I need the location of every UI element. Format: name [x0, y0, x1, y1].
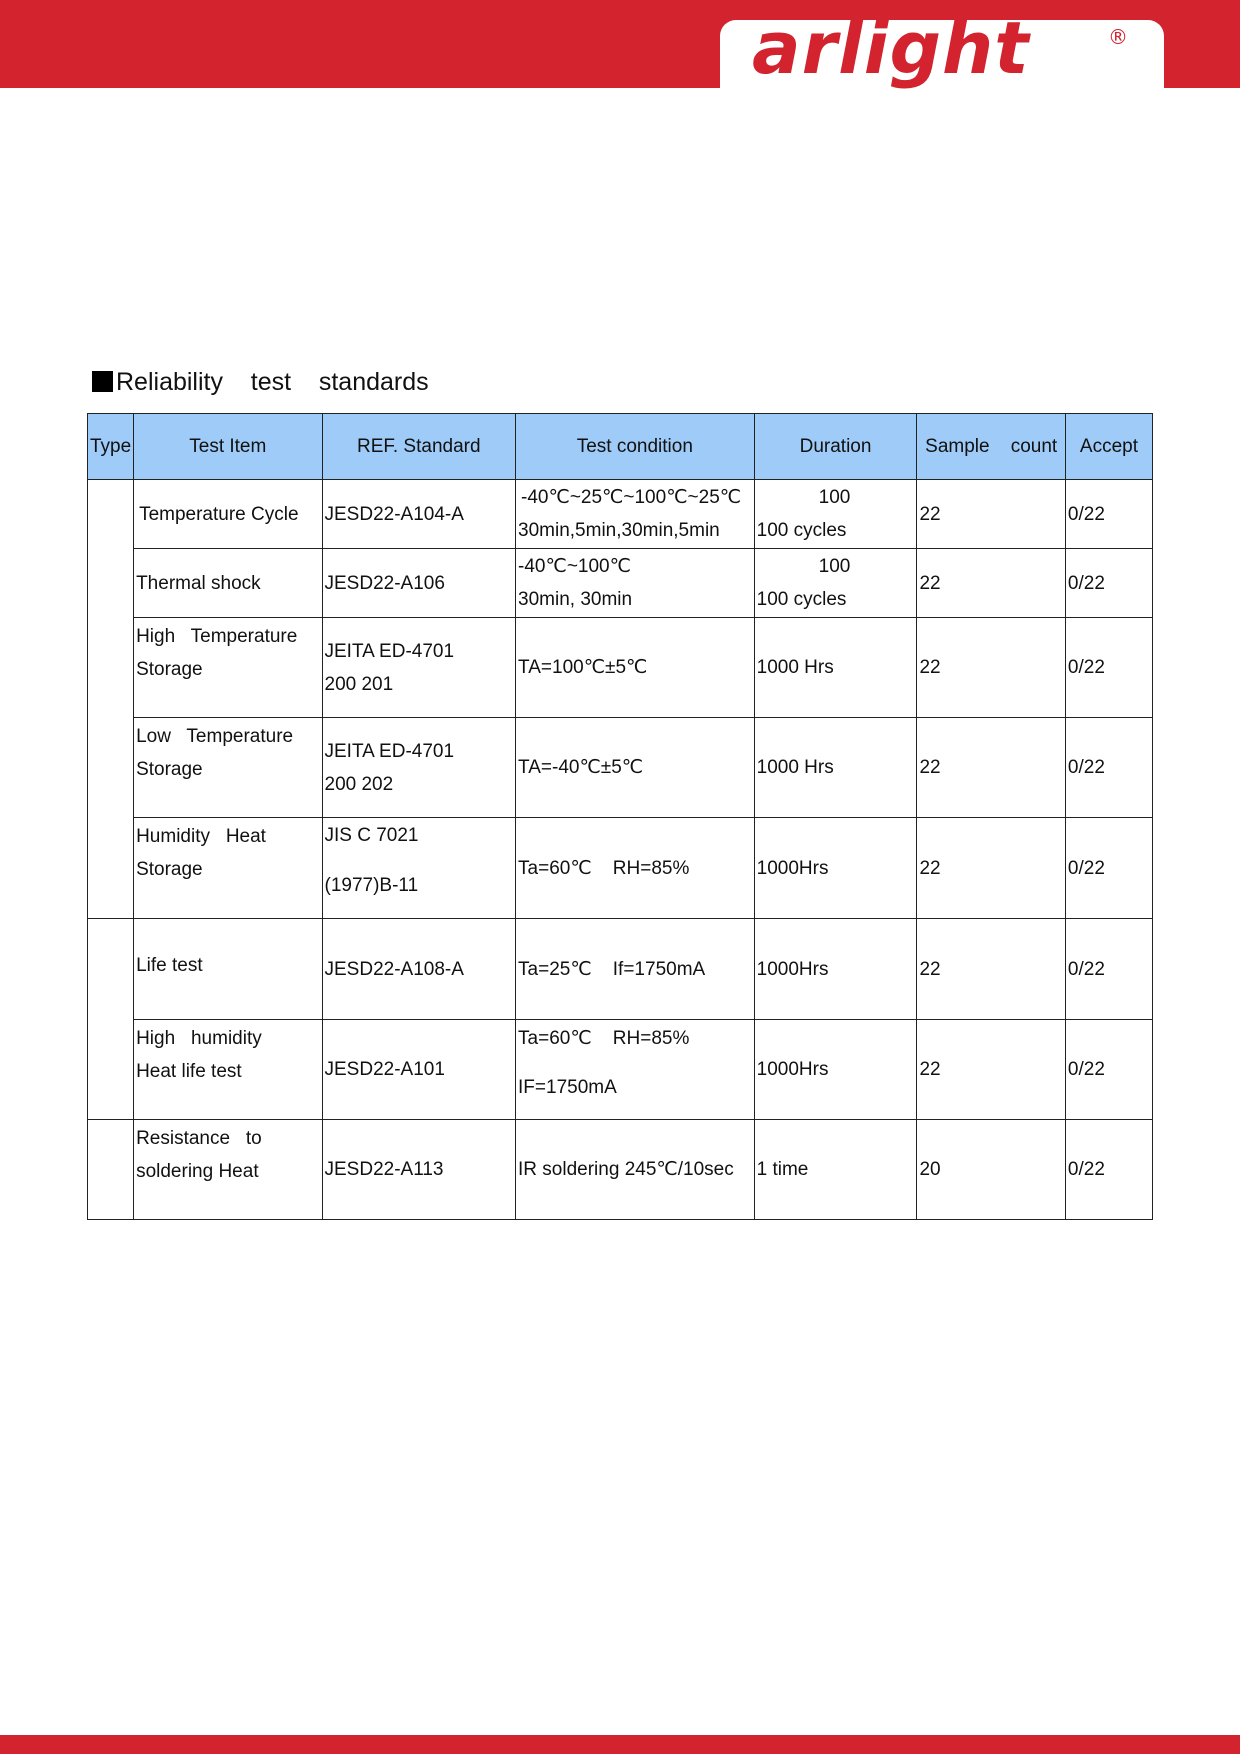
ref-line: 200 202 — [324, 773, 394, 795]
registered-mark: ® — [1108, 25, 1128, 49]
test-item-cell — [134, 818, 322, 919]
condition-line: -40℃~25℃~100℃~25℃ — [521, 487, 742, 508]
test-item-cell — [134, 1020, 322, 1120]
accept-cell: 0/22 — [1065, 618, 1152, 718]
duration-line: 100 cycles — [756, 520, 847, 541]
duration-cell: 1000Hrs — [754, 919, 917, 1020]
condition-line: 30min, 30min — [518, 589, 633, 610]
test-condition-cell: Ta=25℃ If=1750mA — [516, 919, 755, 1020]
header-ref-standard: REF. Standard — [322, 414, 516, 480]
ref-standard-cell — [322, 818, 516, 919]
test-item-line: Low Temperature — [136, 726, 294, 747]
accept-cell: 0/22 — [1065, 480, 1152, 549]
test-item-line: Resistance to — [136, 1128, 262, 1149]
condition-line: IF=1750mA — [518, 1077, 617, 1098]
test-item-line: Humidity Heat — [136, 826, 266, 847]
ref-standard-cell: JESD22-A101 — [322, 1020, 516, 1120]
ref-standard-cell: JESD22-A108-A — [322, 919, 516, 1020]
test-condition-cell: TA=100℃±5℃ — [516, 618, 755, 718]
condition-line: Ta=60℃ RH=85% — [518, 1028, 690, 1049]
test-item-line: Heat life test — [136, 1061, 242, 1082]
duration-line: 100 — [818, 556, 851, 577]
test-item-cell: Thermal shock — [134, 549, 322, 618]
accept-cell: 0/22 — [1065, 1020, 1152, 1120]
ref-standard-cell — [322, 718, 516, 818]
condition-line: -40℃~100℃ — [518, 556, 631, 577]
duration-cell — [754, 480, 917, 549]
test-item-cell — [134, 618, 322, 718]
ref-standard-cell: JESD22-A106 — [322, 549, 516, 618]
sample-count-cell: 22 — [917, 618, 1065, 718]
test-item-line: soldering Heat — [136, 1161, 259, 1182]
duration-cell: 1000Hrs — [754, 1020, 917, 1120]
duration-cell: 1000 Hrs — [754, 718, 917, 818]
type-cell-soldering — [88, 1120, 134, 1220]
type-cell-operational — [88, 919, 134, 1120]
test-condition-cell: IR soldering 245℃/10sec — [516, 1120, 755, 1220]
header-test-item: Test Item — [134, 414, 322, 480]
duration-line: 100 — [818, 487, 851, 508]
duration-cell: 1 time — [754, 1120, 917, 1220]
accept-cell: 0/22 — [1065, 1120, 1152, 1220]
test-item-line: High Temperature — [136, 626, 298, 647]
ref-standard-cell: JESD22-A113 — [322, 1120, 516, 1220]
type-cell-environmental — [88, 480, 134, 919]
sample-count-cell: 20 — [917, 1120, 1065, 1220]
section-title — [92, 366, 429, 398]
ref-line: JEITA ED-4701 — [324, 740, 455, 762]
test-item-line: Storage — [136, 659, 203, 680]
accept-cell: 0/22 — [1065, 718, 1152, 818]
reliability-table — [87, 413, 1153, 1220]
table-row — [88, 718, 1153, 818]
header-duration: Duration — [754, 414, 917, 480]
test-condition-cell — [516, 549, 755, 618]
accept-cell: 0/22 — [1065, 549, 1152, 618]
header-sample-count: Sample count — [917, 414, 1065, 480]
sample-count-cell: 22 — [917, 718, 1065, 818]
footer-bar — [0, 1735, 1240, 1754]
table-row — [88, 818, 1153, 919]
sample-count-cell: 22 — [917, 549, 1065, 618]
sample-count-cell: 22 — [917, 1020, 1065, 1120]
accept-cell: 0/22 — [1065, 919, 1152, 1020]
test-item-cell: Temperature Cycle — [134, 480, 322, 549]
ref-line: (1977)B-11 — [324, 875, 419, 896]
ref-line: JEITA ED-4701 — [324, 640, 455, 662]
test-item-cell — [134, 718, 322, 818]
test-item-line: Storage — [136, 759, 203, 780]
test-item-cell: Life test — [134, 919, 322, 1020]
table-row — [88, 618, 1153, 718]
test-condition-cell — [516, 1020, 755, 1120]
header-test-condition: Test condition — [516, 414, 755, 480]
duration-cell — [754, 549, 917, 618]
sample-count-cell: 22 — [917, 919, 1065, 1020]
ref-line: JIS C 7021 — [324, 825, 419, 846]
test-condition-cell: Ta=60℃ RH=85% — [516, 818, 755, 919]
test-item-cell — [134, 1120, 322, 1220]
section-title-text: Reliability test standards — [116, 368, 429, 396]
table-row — [88, 919, 1153, 1020]
sample-count-cell: 22 — [917, 480, 1065, 549]
test-condition-cell: TA=-40℃±5℃ — [516, 718, 755, 818]
header-accept: Accept — [1065, 414, 1152, 480]
ref-line: 200 201 — [324, 673, 394, 695]
duration-cell: 1000Hrs — [754, 818, 917, 919]
test-item-line: Storage — [136, 859, 203, 880]
duration-line: 100 cycles — [756, 589, 847, 610]
square-bullet-icon — [92, 371, 113, 392]
table-row — [88, 549, 1153, 618]
table-row — [88, 1120, 1153, 1220]
ref-standard-cell: JESD22-A104-A — [322, 480, 516, 549]
table-row — [88, 480, 1153, 549]
table-header-row — [88, 414, 1153, 480]
sample-count-cell: 22 — [917, 818, 1065, 919]
duration-cell: 1000 Hrs — [754, 618, 917, 718]
test-item-line: High humidity — [136, 1028, 262, 1049]
accept-cell: 0/22 — [1065, 818, 1152, 919]
brand-logo: arlight — [752, 6, 1030, 90]
table-row — [88, 1020, 1153, 1120]
condition-line: 30min,5min,30min,5min — [518, 520, 720, 541]
test-condition-cell — [516, 480, 755, 549]
header-type: Type — [88, 414, 134, 480]
ref-standard-cell — [322, 618, 516, 718]
